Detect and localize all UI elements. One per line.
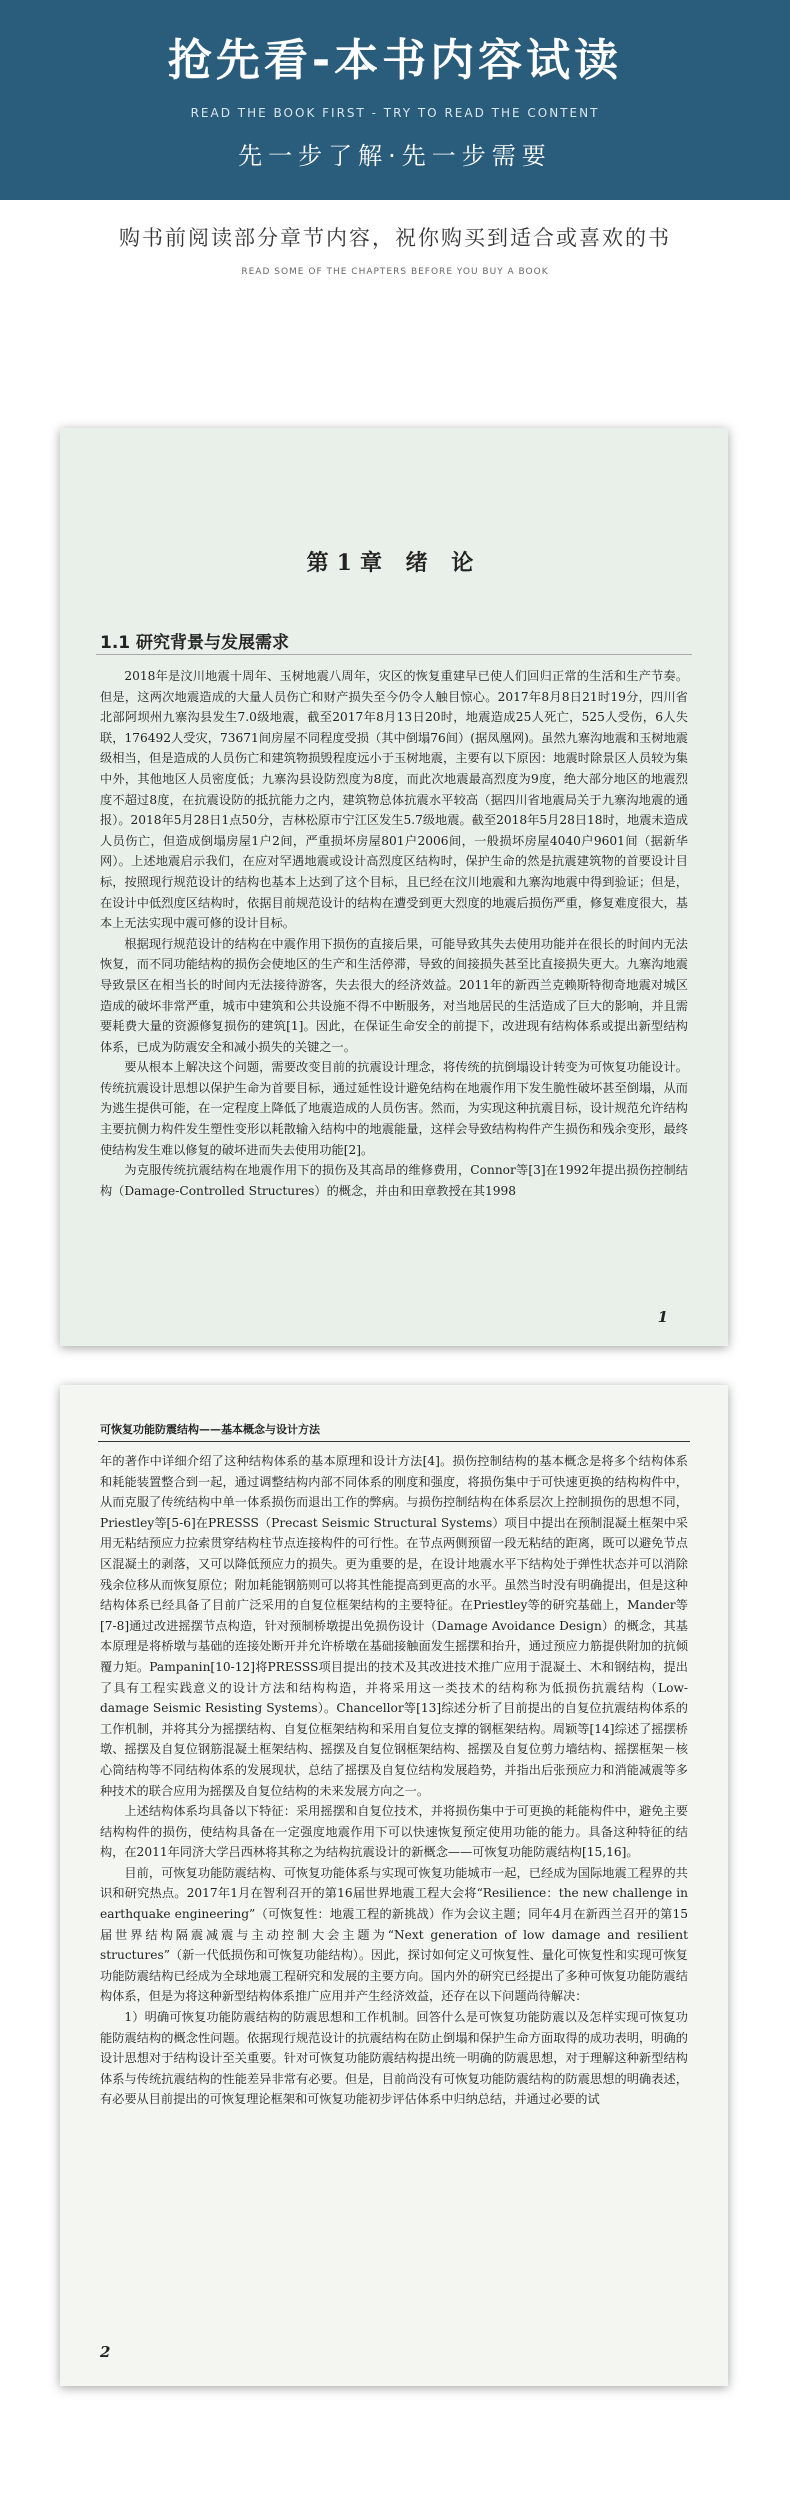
paragraph: 1）明确可恢复功能防震结构的防震思想和工作机制。回答什么是可恢复功能防震以及怎样实现可恢复功能防震结构的概念性问题。依据现行规范设计的抗震结构在防止倒塌和保护生命方面取得的成功表明，明确的设计思想对于结构设计至关重要。针对可恢复功能防震结构提出统一明确的防震思想，对于理解这种新型结构体系与传统抗震结构的性能差异非常有必要。但是，目前尚没有可恢复功能防震结构的防震思想的明确表述，有必要从目前提出的可恢复理论框架和可恢复功能初步评估体系中归纳总结，并通过必要的试 [100, 2010, 688, 2107]
section-divider [96, 654, 692, 655]
paragraph: 上述结构体系均具备以下特征：采用摇摆和自复位技术，并将损伤集中于可更换的耗能构件中，避免主要结构构件的损伤，使结构具备在一定强度地震作用下可以快速恢复预定使用功能的能力。具备这种特征的结构，在2011年同济大学吕西林将其称之为结构抗震设计的新概念——可恢复功能防震结构[15,16]。 [100, 1804, 688, 1860]
book-page-1 [60, 428, 728, 1346]
running-head: 可恢复功能防震结构——基本概念与设计方法 [100, 1423, 320, 1436]
page-number: 1 [657, 1308, 668, 1326]
intro-subtext: READ SOME OF THE CHAPTERS BEFORE YOU BUY A BOOK [241, 267, 549, 277]
intro-text: 购书前阅读部分章节内容，祝你购买到适合或喜欢的书 [119, 226, 671, 250]
header-banner [0, 0, 790, 200]
header-divider [98, 1441, 690, 1442]
paragraph: 2018年是汶川地震十周年、玉树地震八周年，灾区的恢复重建早已使人们回归正常的生活和生产节奏。但是，这两次地震造成的大量人员伤亡和财产损失至今仍令人触目惊心。2017年8月8日21时19分，四川省北部阿坝州九寨沟县发生7.0级地震，截至2017年8月13日20时，地震造成25人死亡，525人受伤，6人失联，176492人受灾，73671间房屋不同程度受损（其中倒塌76间）(据凤凰网)。虽然九寨沟地震和玉树地震级相当，但是造成的人员伤亡和建筑物损毁程度远小于玉树地震，主要有以下原因：地震时除景区人员较为集中外，其他地区人员密度低；九寨沟县设防烈度为8度，而此次地震最高烈度为9度，绝大部分地区的地震烈度不超过8度，在抗震设防的抵抗能力之内，建筑物总体抗震水平较高（据四川省地震局关于九寨沟地震的通报）。2018年5月28日1点50分，吉林松原市宁江区发生5.7级地震。截至2018年5月28日18时，地震未造成人员伤亡，但造成倒塌房屋1户2间，严重损坏房屋801户2006间，一般损坏房屋4040户9601间（据新华网）。上述地震启示我们，在应对罕遇地震或设计高烈度区结构时，保护生命的然是抗震建筑物的首要设计目标，按照现行规范设计的结构也基本上达到了这个目标，且已经在汶川地震和九寨沟地震中得到验证；但是，在设计中低烈度区结构时，依据目前规范设计的结构在遭受到更大烈度的地震后损伤严重，修复难度很大，基本上无法实现中震可修的设计目标。 [100, 669, 688, 931]
chapter-title: 第1章 绪 论 [306, 550, 482, 576]
section-title: 1.1 研究背景与发展需求 [100, 633, 290, 653]
paragraph: 要从根本上解决这个问题，需要改变目前的抗震设计理念，将传统的抗倒塌设计转变为可恢复功能设计。传统抗震设计思想以保护生命为首要目标，通过延性设计避免结构在地震作用下发生脆性破坏甚至倒塌，从而为逃生提供可能，在一定程度上降低了地震造成的人员伤害。然而，为实现这种抗震目标，设计规范允许结构主要抗侧力构件发生塑性变形以耗散输入结构中的地震能量，这样会导致结构构件产生损伤和残余变形，最终使结构发生难以修复的破坏进而失去使用功能[2]。 [100, 1060, 688, 1157]
page-2-body [100, 1451, 688, 2110]
page-number: 2 [100, 2343, 111, 2361]
paragraph: 年的著作中详细介绍了这种结构体系的基本原理和设计方法[4]。损伤控制结构的基本概念是将多个结构体系和耗能装置整合到一起，通过调整结构内部不同体系的刚度和强度，将损伤集中于可快速更换的结构构件中，从而克服了传统结构中单一体系损伤而退出工作的弊病。与损伤控制结构在体系层次上控制损伤的思想不同，Priestley等[5-6]在PRESSS（Precast Seismic Structural Systems）项目中提出在预制混凝土框架中采用无粘结预应力拉索贯穿结构柱节点连接构件的可行性。在节点两侧预留一段无粘结的距离，既可以避免节点区混凝土的剥落，又可以降低预应力的损失。更为重要的是，在设计地震水平下结构处于弹性状态并可以消除残余位移从而恢复原位；附加耗能钢筋则可以将其性能提高到更高的水平。虽然当时没有明确提出，但是这种结构体系已经具备了目前广泛采用的自复位框架结构的主要特征。在Priestley等的研究基础上，Mander等[7-8]通过改进摇摆节点构造，针对预制桥墩提出免损伤设计（Damage Avoidance Design）的概念，其基本原理是将桥墩与基础的连接处断开并允许桥墩在基础接触面发生摇摆和抬升，通过预应力筋提供附加的抗倾覆力矩。Pampanin[10-12]将PRESSS项目提出的技术及其改进技术推广应用于混凝土、木和钢结构，提出了具有工程实践意义的设计方法和结构构造，并将采用这一类技术的结构称为低损伤抗震结构（Low-damage Seismic Resisting Systems）。Chancellor等[13]综述分析了目前提出的自复位抗震结构体系的工作机制，并将其分为摇摆结构、自复位框架结构和采用自复位支撑的钢框架结构。周颖等[14]综述了摇摆桥墩、摇摆及自复位钢筋混凝土框架结构、摇摆及自复位钢框架结构、摇摆及自复位剪力墙结构、摇摆框架－核心筒结构等不同结构体系的发展现状，总结了摇摆及自复位结构发展趋势，并指出后张预应力和消能减震等多种技术的联合应用为摇摆及自复位结构的未来发展方向之一。 [100, 1454, 688, 1798]
paragraph: 目前，可恢复功能防震结构、可恢复功能体系与实现可恢复功能城市一起，已经成为国际地震工程界的共识和研究热点。2017年1月在智利召开的第16届世界地震工程大会将“Resilience：the new challenge in earthquake engineering”（可恢复性：地震工程的新挑战）作为会议主题；同年4月在新西兰召开的第15届世界结构隔震减震与主动控制大会主题为“Next generation of low damage and resilient structures”（新一代低损伤和可恢复功能结构）。因此，探讨如何定义可恢复性、量化可恢复性和实现可恢复功能防震结构已经成为全球地震工程研究和发展的主要方向。国内外的研究已经提出了多种可恢复功能防震结构体系，但是为将这种新型结构体系推广应用并产生经济效益，还存在以下问题尚待解决： [100, 1865, 688, 2004]
paragraph: 为克服传统抗震结构在地震作用下的损伤及其高昂的维修费用，Connor等[3]在1992年提出损伤控制结构（Damage-Controlled Structures）的概念，并由和田章教授在其1998 [100, 1163, 688, 1198]
banner-subtitle: READ THE BOOK FIRST - TRY TO READ THE CONTENT [190, 106, 600, 120]
page-1-body [100, 666, 688, 1201]
banner-tagline: 先一步了解·先一步需要 [238, 142, 552, 170]
book-page-2 [60, 1385, 728, 2386]
paragraph: 根据现行规范设计的结构在中震作用下损伤的直接后果，可能导致其失去使用功能并在很长的时间内无法恢复，而不同功能结构的损伤会使地区的生产和生活停滞，导致的间接损失甚至比直接损失更大。九寨沟地震导致景区在相当长的时间内无法接待游客，失去很大的经济效益。2011年的新西兰克赖斯特彻奇地震对城区造成的破坏非常严重，城市中建筑和公共设施不得不中断服务，对当地居民的生活造成了巨大的影响，并且需要耗费大量的资源修复损伤的建筑[1]。因此，在保证生命安全的前提下，改进现有结构体系或提出新型结构体系，已成为防震安全和减小损失的关键之一。 [100, 936, 688, 1054]
banner-title: 抢先看-本书内容试读 [167, 35, 623, 86]
